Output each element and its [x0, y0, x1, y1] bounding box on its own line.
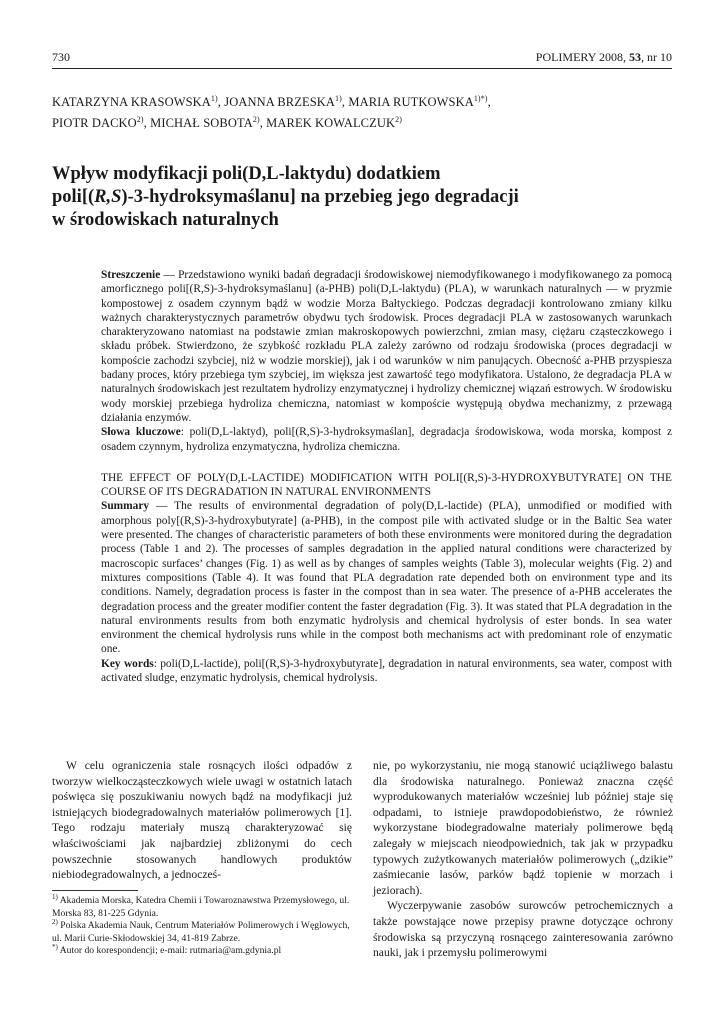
title-fragment: poli[( [52, 187, 95, 207]
author-affiliation-mark: 1) [335, 94, 342, 103]
abstract-block [101, 268, 672, 685]
summary-label: Summary [101, 500, 150, 513]
author-affiliation-mark: 2) [252, 115, 260, 125]
author-name: , MAREK KOWALCZUK [259, 116, 396, 131]
author-line-1 [52, 90, 672, 111]
body-column-left [52, 758, 352, 883]
abstract-english [101, 499, 672, 656]
footnote-text: Autor do korespondencji; e-mail: rutmaria@am.gdynia.pl [57, 945, 282, 957]
abstract-polish [101, 268, 672, 425]
title-line-3: w środowiskach naturalnych [52, 210, 279, 230]
body-paragraph: W celu ograniczenia stale rosnących ilości odpadów z tworzyw wielkocząsteczkowych wiele uwagi w ostatnich latach poświęca się poszukiwaniu nowych bądź na modyfikacji już istniejących biodegradowalnych materiałów polimerowych [1]. Tego rodzaju materiały muszą charakteryzować się właściwościami jak najbardziej zbliżonymi do cech powszechnie stosowanych handlowych produktów niebiodegradowalnych, a jednocześ- [52, 759, 352, 882]
title-fragment: )-3-hydroksymaślanu] na przebieg jego degradacji [121, 187, 519, 207]
keywords-english [101, 657, 672, 686]
author-affiliation-mark: 2) [136, 115, 144, 125]
header-divider [52, 68, 672, 69]
keywords-text-english: : poli(D,L-lactide), poli[(R,S)-3-hydroxybutyrate], degradation in natural environments, sea water, compost with activated sludge, enzymatic hydrolysis, chemical hydrolysis. [101, 657, 672, 685]
author-affiliation-mark: 2) [395, 115, 402, 125]
keywords-text: : poli(D,L-laktyd), poli[(R,S)-3-hydroksymaślan], degradacja środowiskowa, woda morska, kompost z osadem czynnym, hydroliza enzymatyczna, hydroliza chemiczna. [101, 426, 673, 453]
author-line-2 [52, 111, 672, 132]
body-paragraph: nie, po wykorzystaniu, nie mogą stanowić uciążliwego balastu dla środowiska naturalnego. Ponieważ znaczna część wyprodukowanych materiałów wcześniej lub później staje się odpadami, to istnieje prawdopodobieństwo, że również wykorzystane biodegradowalne materiały polimerowe będą zalegały w miejscach nieodpowiednich, tak jak w przypadku typowych zużytkowanych materiałów polimerowych („dzikie” zaśmiecanie lasów, parków bądź topienie w morzach i jeziorach). [373, 759, 673, 897]
journal-name: POLIMERY 2008, [535, 50, 629, 64]
author-name: , MICHAŁ SOBOTA [143, 116, 253, 131]
title-italic-fragment: R,S [94, 187, 122, 207]
author-separator: , [487, 95, 491, 110]
footnote [52, 920, 352, 945]
abstract-text: — Przedstawiono wyniki badań degradacji środowiskowej niemodyfikowanego i modyfikowanego za pomocą amorficznego poli[(R,S)-3-hydroksymaślanu] (a-PHB) poli(D,L-laktydu) (PLA), w warunkach naturalnych — w pryzmie kompostowej z osadem czynnym bądź w wodzie Morza Bałtyckiego. Podczas degradacji kontrolowano zmiany kilku ważnych charakterystycznych parametrów obydwu tych środowisk. Proces degradacji PLA w zastosowanych warunkach charakteryzowano natomiast na podstawie zmian makroskopowych powierzchni, zmian masy, ciężaru cząsteczkowego i składu próbek. Stwierdzono, że szybkość rozkładu PLA zależy zarówno od rodzaju środowiska (proces degradacji w kompoście zachodzi szybciej, niż w wodzie morskiej), jak i od warunków w nim panujących. Obecność a-PHB przyspiesza badany proces, który przebiega tym szybciej, im większa jest zawartość tego modyfikatora. Ustalono, że degradacja PLA w naturalnych środowiskach jest rezultatem hydrolizy enzymatycznej i hydrolizy chemicznej wiązań estrowych. W środowisku wody morskiej przebiega hydroliza chemiczna, natomiast w kompoście występują obydwa mechanizmy, z przewagą działania enzymów. [101, 269, 672, 424]
footnote-text: Polska Akademia Nauk, Centrum Materiałów Polimerowych i Węglowych, ul. Marii Curie-Skłodowskiej 34, 41-819 Zabrze. [52, 920, 350, 944]
keywords-label-english: Key words [101, 657, 154, 670]
footnote [52, 945, 352, 958]
journal-issue: , nr 10 [641, 50, 672, 64]
footnote-text: Akademia Morska, Katedra Chemii i Towaroznawstwa Przemysłowego, ul. Morska 83, 81-225 Gdynia. [52, 895, 350, 919]
author-affiliation-mark: 1) [210, 94, 218, 103]
footnote-mark: 1) [52, 892, 58, 901]
abstract-label: Streszczenie [101, 269, 161, 281]
author-list [52, 90, 672, 132]
author-name: KATARZYNA KRASOWSKA [52, 95, 211, 110]
journal-citation [536, 50, 672, 64]
page-number: 730 [52, 50, 70, 64]
author-name: PIOTR DACKO [52, 116, 137, 131]
body-column-right [373, 758, 673, 961]
footnotes [52, 892, 352, 958]
summary-text: — The results of environmental degradation of poly(D,L-lactide) (PLA), unmodified or modified with amorphous poly[(R,S)-3-hydroxybutyrate] (a-PHB), in the compost pile with activated sludge or in the Baltic Sea water were presented. The changes of characteristic parameters of both these environments were monitored during the degradation process (Table 1 and 2). The processes of samples degradation in the applied natural conditions were characterized by macroscopic surfaces’ changes (Fig. 1) as well as by changes of samples weights (Table 3), molecular weights (Fig. 2) and mixtures compositions (Table 4). It was found that PLA degradation rate depended both on environment type and its conditions. Namely, degradation process is faster in the compost than in sea water. The presence of a-PHB accelerates the degradation process and the greater modifier content the faster degradation (Fig. 3). It was stated that PLA degradation in the natural environments results from both enzymatic hydrolysis and chemical hydrolysis of ester bonds. In sea water environment the chemical hydrolysis runs while in the compost both mechanisms act with predominant role of enzymatic one. [101, 500, 672, 656]
footnote-mark: 2) [52, 918, 58, 926]
running-header [52, 50, 672, 66]
journal-volume: 53 [629, 50, 641, 64]
article-title [52, 163, 672, 232]
footnote-mark: *) [52, 943, 58, 952]
body-paragraph: Wyczerpywanie zasobów surowców petrochemicznych a także powstające nowe przepisy prawne dotyczące ochrony środowiska są przyczyną rosnącego zainteresowania zarówno nauki, jak i przemysłu polimerowymi [373, 899, 673, 960]
footnote [52, 892, 352, 920]
keywords-polish [101, 425, 672, 454]
footnote-divider [52, 890, 138, 891]
title-line-1: Wpływ modyfikacji poli(D,L-laktydu) dodatkiem [52, 164, 441, 184]
english-title: THE EFFECT OF POLY(D,L-LACTIDE) MODIFICATION WITH POLI[(R,S)-3-HYDROXYBUTYRATE] ON THE COURSE OF ITS DEGRADATION IN NATURAL ENVIRONMENTS [101, 471, 672, 499]
author-name: , JOANNA BRZESKA [217, 95, 336, 110]
keywords-label: Słowa kluczowe [101, 426, 181, 439]
title-line-2 [52, 186, 672, 209]
author-affiliation-mark: 1)*) [473, 94, 488, 103]
author-name: , MARIA RUTKOWSKA [341, 95, 474, 110]
